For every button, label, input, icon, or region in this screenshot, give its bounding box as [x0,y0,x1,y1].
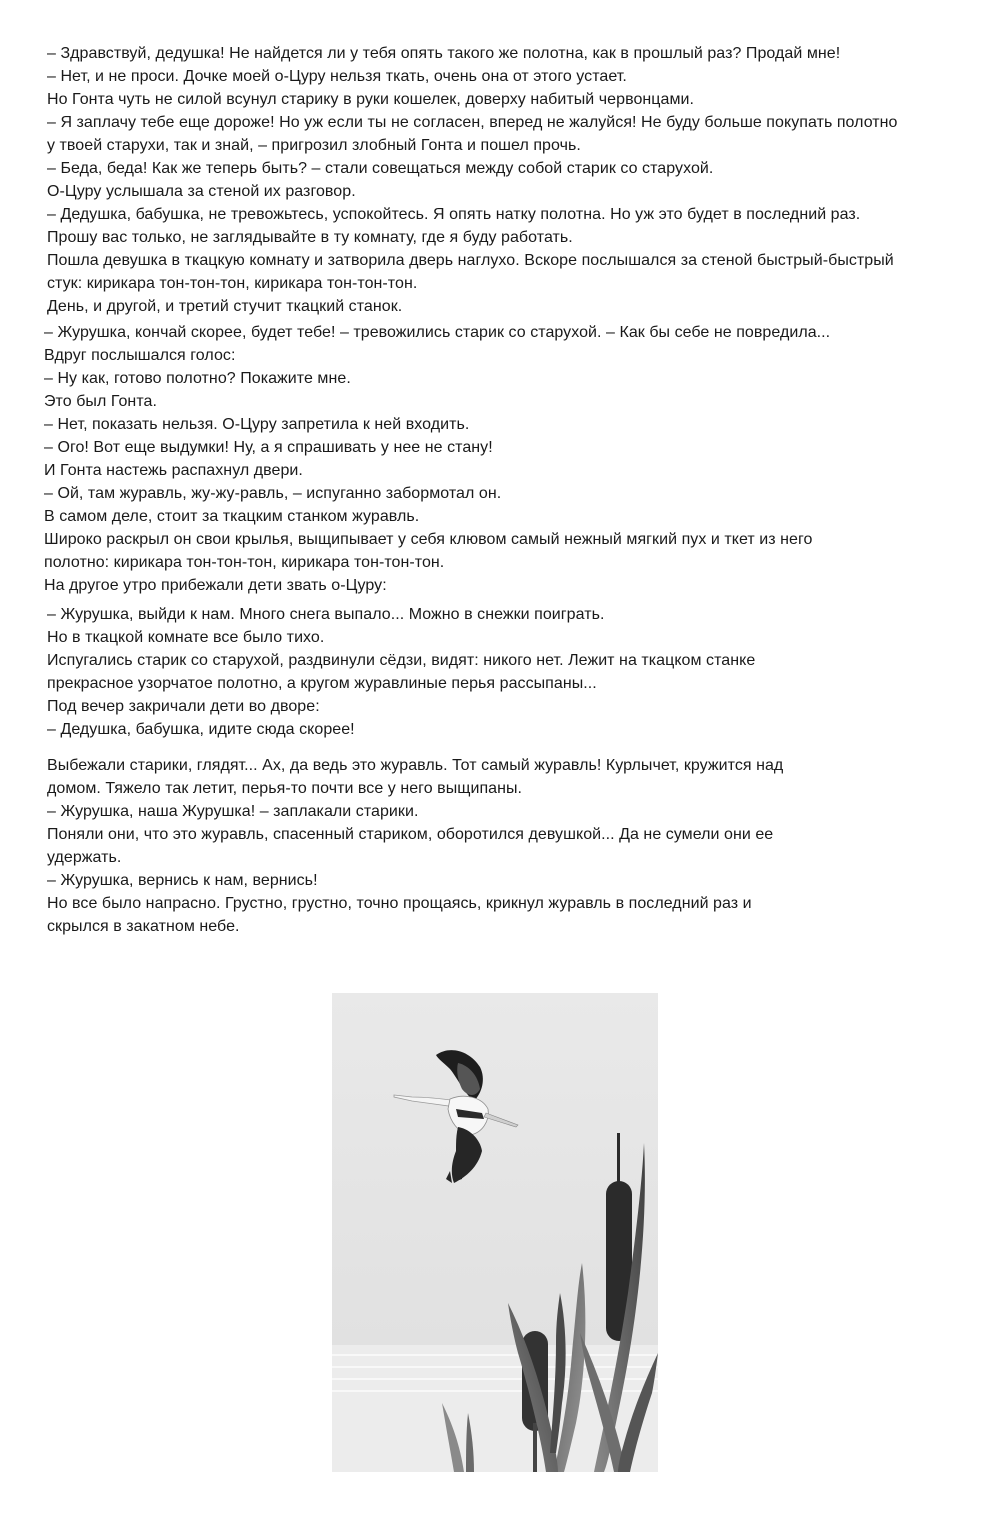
text-line: – Нет, и не проси. Дочке моей о-Цуру нельзя ткать, очень она от этого устает. [47,68,627,85]
crane-illustration [332,993,658,1472]
text-line: Вдруг послышался голос: [44,347,236,364]
text-line: – Журушка, кончай скорее, будет тебе! – тревожились старик со старухой. – Как бы себе не повредила... [44,324,831,341]
text-line: Выбежали старики, глядят... Ах, да ведь это журавль. Тот самый журавль! Курлычет, кружится над [47,757,784,774]
text-line: у твоей старухи, так и знай, – пригрозил злобный Гонта и пошел прочь. [47,137,581,154]
text-line: – Ну как, готово полотно? Покажите мне. [44,370,351,387]
crane-illustration-svg [332,993,658,1472]
text-line: – Ого! Вот еще выдумки! Ну, а я спрашивать у нее не стану! [44,439,493,456]
text-line: Под вечер закричали дети во дворе: [47,698,320,715]
text-line: – Журушка, наша Журушка! – заплакали старики. [47,803,419,820]
text-line: Но все было напрасно. Грустно, грустно, точно прощаясь, крикнул журавль в последний раз и [47,895,752,912]
text-line: – Здравствуй, дедушка! Не найдется ли у тебя опять такого же полотна, как в прошлый раз? Продай мне! [47,45,841,62]
text-line: домом. Тяжело так летит, перья-то почти все у него выщипаны. [47,780,523,797]
text-line: – Дедушка, бабушка, идите сюда скорее! [47,721,355,738]
text-line: Испугались старик со старухой, раздвинули сёдзи, видят: никого нет. Лежит на ткацком станке [47,652,756,669]
text-line: Широко раскрыл он свои крылья, выщипывает у себя клювом самый нежный мягкий пух и ткет из него [44,531,813,548]
text-line: О-Цуру услышала за стеной их разговор. [47,183,356,200]
text-line: – Ой, там журавль, жу-жу-равль, – испуганно забормотал он. [44,485,502,502]
text-line: На другое утро прибежали дети звать о-Цуру: [44,577,387,594]
text-line: Прошу вас только, не заглядывайте в ту комнату, где я буду работать. [47,229,573,246]
text-line: Это был Гонта. [44,393,157,410]
text-line: Пошла девушка в ткацкую комнату и затворила дверь наглухо. Вскоре послышался за стеной быстрый-быстрый [47,252,894,269]
text-line: – Я заплачу тебе еще дороже! Но уж если ты не согласен, вперед не жалуйся! Не буду больше покупать полотно [47,114,898,131]
text-line: И Гонта настежь распахнул двери. [44,462,303,479]
text-line: скрылся в закатном небе. [47,918,240,935]
text-line: Поняли они, что это журавль, спасенный стариком, оборотился девушкой... Да не сумели они ее [47,826,774,843]
text-line: стук: кирикара тон-тон-тон, кирикара тон-тон-тон. [47,275,418,292]
text-line: В самом деле, стоит за ткацким станком журавль. [44,508,420,525]
text-line: прекрасное узорчатое полотно, а кругом журавлиные перья рассыпаны... [47,675,597,692]
text-line: – Журушка, вернись к нам, вернись! [47,872,318,889]
text-line: Но Гонта чуть не силой всунул старику в руки кошелек, доверху набитый червонцами. [47,91,694,108]
text-line: – Дедушка, бабушка, не тревожьтесь, успокойтесь. Я опять натку полотна. Но уж это будет в последний раз. [47,206,861,223]
text-line: полотно: кирикара тон-тон-тон, кирикара тон-тон-тон. [44,554,445,571]
text-line: – Беда, беда! Как же теперь быть? – стали совещаться между собой старик со старухой. [47,160,714,177]
text-line: удержать. [47,849,122,866]
text-line: – Журушка, выйди к нам. Много снега выпало... Можно в снежки поиграть. [47,606,605,623]
text-line: – Нет, показать нельзя. О-Цуру запретила к ней входить. [44,416,470,433]
text-line: Но в ткацкой комнате все было тихо. [47,629,325,646]
text-line: День, и другой, и третий стучит ткацкий станок. [47,298,403,315]
